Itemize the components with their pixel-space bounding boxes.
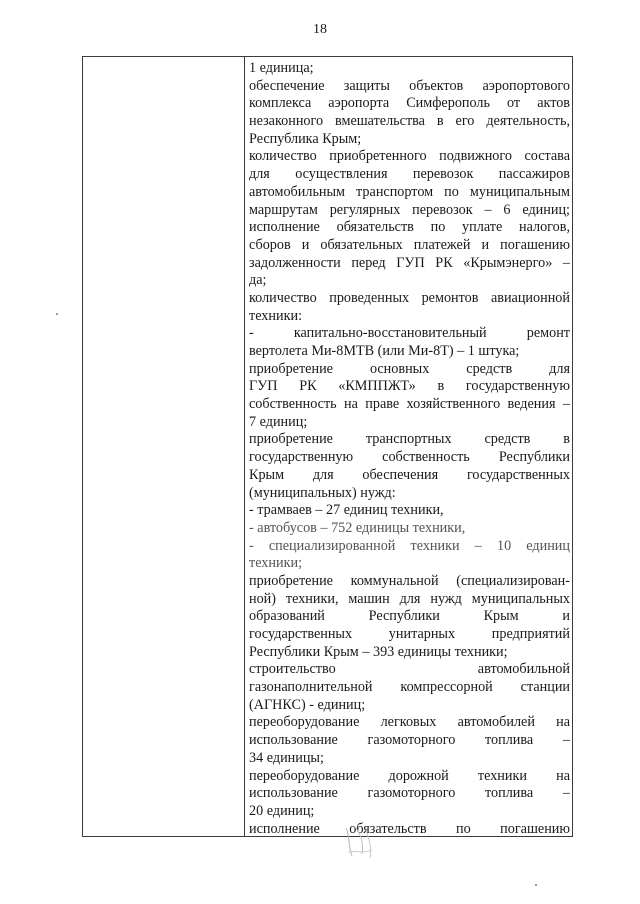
text-line: 20 единиц;: [249, 802, 315, 819]
text-line: газонаполнительной компрессорной станции: [249, 679, 570, 696]
scan-speck: [535, 884, 537, 886]
document-table: [82, 56, 573, 837]
text-line: (муниципальных) нужд:: [249, 484, 396, 501]
text-line: Республика Крым;: [249, 130, 362, 147]
text-line: ГУП РК «КМППЖТ» в государственную: [249, 378, 570, 395]
text-line: автомобильным транспортом по муниципальным: [249, 183, 570, 200]
text-line: переоборудование легковых автомобилей на: [249, 714, 570, 731]
text-line: маршрутам регулярных перевозок – 6 единиц;: [249, 201, 570, 218]
text-line: строительство автомобильной: [249, 661, 570, 678]
text-line: 1 единица;: [249, 60, 314, 76]
table-left-cell: [83, 57, 244, 836]
table-column-divider: [244, 57, 245, 836]
text-line: да;: [249, 272, 267, 289]
text-line: задолженности перед ГУП РК «Крымэнерго» –: [249, 254, 570, 271]
scan-speck: [56, 313, 58, 315]
text-line: приобретение коммунальной (специализирован-: [249, 572, 570, 589]
text-line: Крым для обеспечения государственных: [249, 466, 570, 483]
text-line: техники;: [249, 555, 303, 572]
text-line: - трамваев – 27 единиц техники,: [249, 502, 444, 519]
text-line: для осуществления перевозок пассажиров: [249, 166, 570, 183]
text-line: - автобусов – 752 единицы техники,: [249, 519, 466, 536]
stamp-mark: [338, 822, 380, 864]
text-line: (АГНКС) - единиц;: [249, 696, 366, 713]
text-line: 34 единицы;: [249, 749, 324, 766]
text-line: - капитально-восстановительный ремонт: [249, 325, 570, 342]
text-line: приобретение основных средств для: [249, 360, 570, 377]
text-line: образований Республики Крым и: [249, 608, 570, 625]
text-line: приобретение транспортных средств в: [249, 431, 570, 448]
text-line: обеспечение защиты объектов аэропортового: [249, 77, 570, 94]
text-line: использование газомоторного топлива –: [249, 732, 570, 749]
text-line: - специализированной техники – 10 единиц: [249, 537, 570, 554]
text-line: Республики Крым – 393 единицы техники;: [249, 643, 508, 660]
page-number: 18: [313, 22, 327, 37]
text-line: переоборудование дорожной техники на: [249, 767, 570, 784]
text-line: незаконного вмешательства в его деятельность,: [249, 113, 570, 130]
text-line: количество приобретенного подвижного состава: [249, 148, 570, 165]
text-line: ной) техники, машин для нужд муниципальных: [249, 590, 570, 607]
table-right-cell: [249, 60, 570, 835]
text-line: техники:: [249, 307, 303, 324]
text-line: 7 единиц;: [249, 413, 308, 430]
text-line: исполнение обязательств по уплате налогов,: [249, 219, 570, 236]
text-line: использование газомоторного топлива –: [249, 785, 570, 802]
text-line: государственную собственность Республики: [249, 449, 570, 466]
text-line: собственность на праве хозяйственного ведения –: [249, 396, 570, 413]
text-line: исполнение обязательств по погашению: [249, 820, 570, 835]
text-line: количество проведенных ремонтов авиационной: [249, 289, 570, 306]
text-line: государственных унитарных предприятий: [249, 626, 570, 642]
text-line: комплекса аэропорта Симферополь от актов: [249, 95, 570, 112]
text-line: вертолета Ми-8МТВ (или Ми-8Т) – 1 штука;: [249, 343, 520, 359]
text-line: сборов и обязательных платежей и погашению: [249, 236, 570, 253]
